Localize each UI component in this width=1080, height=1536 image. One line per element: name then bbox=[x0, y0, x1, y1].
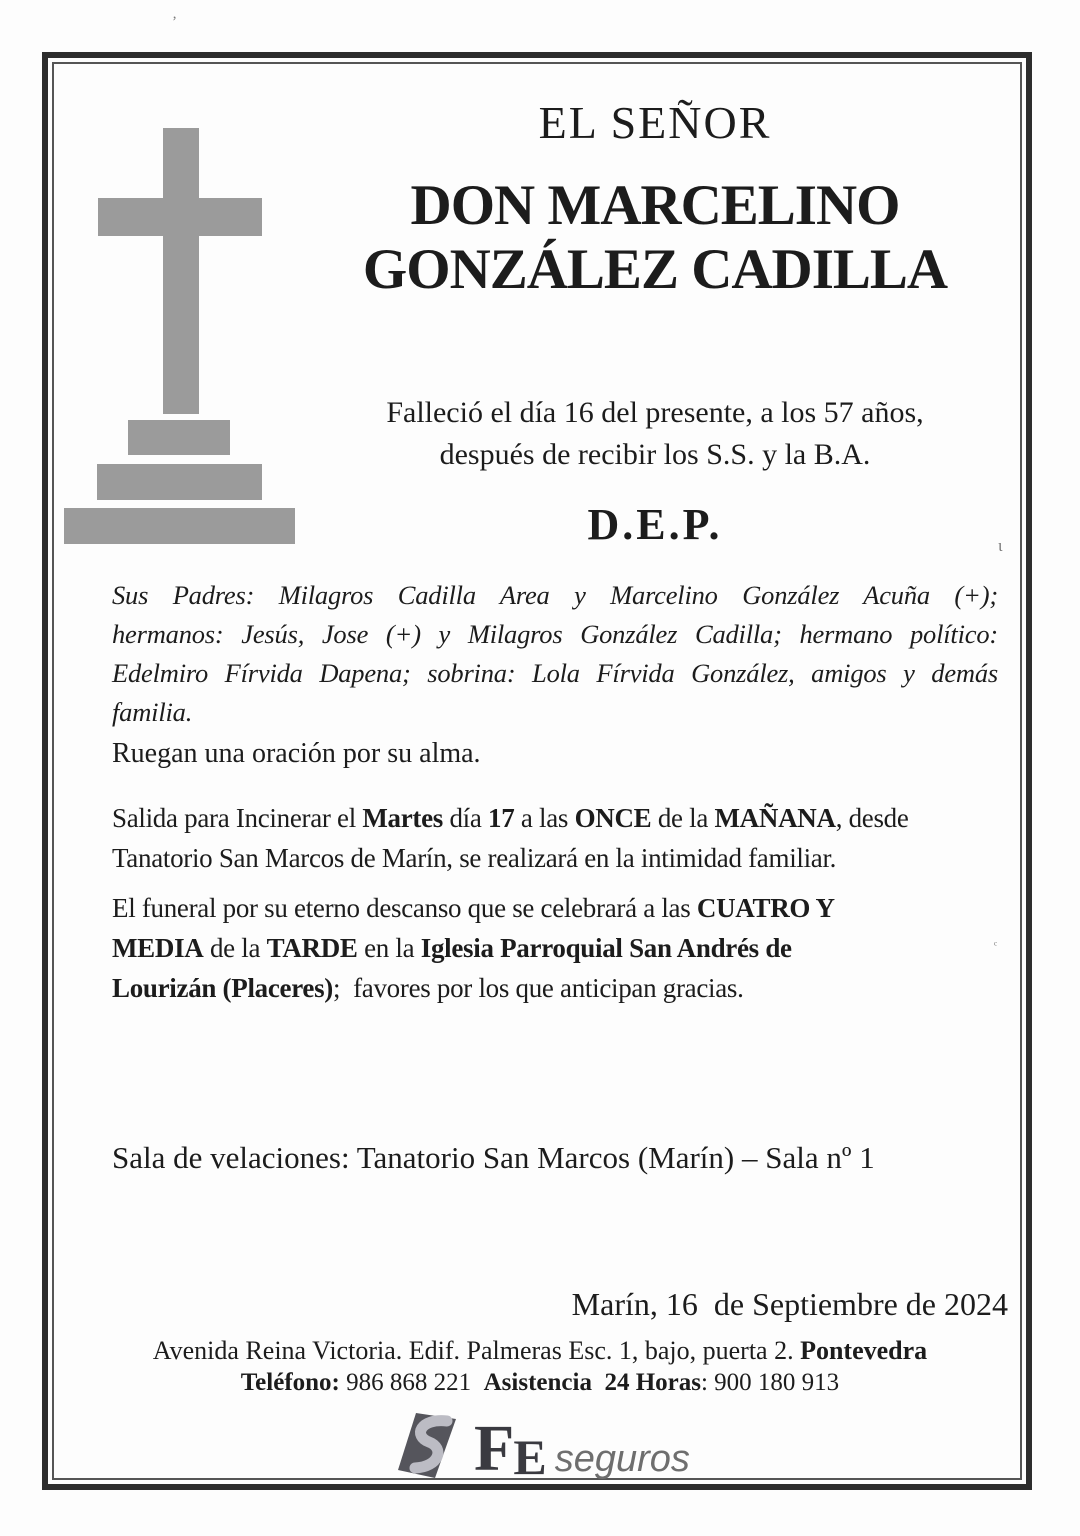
cross-base-step-3 bbox=[64, 508, 295, 544]
address-line: Avenida Reina Victoria. Edif. Palmeras Esc. 1, bajo, puerta 2. Pontevedra bbox=[152, 1336, 928, 1365]
pretitle: EL SEÑOR bbox=[538, 97, 772, 148]
cremation-line: Tanatorio San Marcos de Marín, se realizará en la intimidad familiar. bbox=[112, 843, 837, 873]
logo-suffix: seguros bbox=[554, 1438, 690, 1480]
funeral-line: Lourizán (Placeres); favores por los que anticipan gracias. bbox=[112, 973, 744, 1003]
cremation-paragraph bbox=[112, 798, 1012, 878]
cross-vertical-bar bbox=[163, 128, 199, 414]
death-statement-line1: Falleció el día 16 del presente, a los 57 años, bbox=[386, 396, 924, 429]
family-line: Sus Padres: Milagros Cadilla Area y Marcelino González Acuña (+); bbox=[112, 580, 998, 610]
phone-line: Teléfono: 986 868 221 Asistencia 24 Horas: 900 180 913 bbox=[240, 1369, 840, 1396]
logo-letter-f: F bbox=[474, 1412, 514, 1485]
cremation-line: Salida para Incinerar el Martes día 17 a las ONCE de la MAÑANA, desde bbox=[112, 803, 909, 833]
family-line: Edelmiro Fírvida Dapena; sobrina: Lola Fírvida González, amigos y demás bbox=[112, 658, 998, 688]
deceased-name-line1: DON MARCELINO bbox=[410, 174, 900, 237]
dep-abbreviation: D.E.P. bbox=[587, 500, 723, 549]
deceased-name bbox=[280, 174, 1030, 302]
deceased-name-line2: GONZÁLEZ CADILLA bbox=[362, 238, 948, 301]
fe-seguros-s-ribbon-icon bbox=[390, 1412, 464, 1480]
death-statement bbox=[295, 392, 1015, 476]
funeral-line: MEDIA de la TARDE en la Iglesia Parroquial San Andrés de bbox=[112, 933, 792, 963]
scan-artifact: ᶜ bbox=[994, 938, 998, 952]
place-date-line: Marín, 16 de Septiembre de 2024 bbox=[571, 1286, 1008, 1322]
cross-horizontal-arm bbox=[98, 198, 262, 236]
funeral-paragraph bbox=[112, 888, 1012, 1008]
scan-artifact: ’ bbox=[172, 14, 177, 30]
funeral-line: El funeral por su eterno descanso que se celebrará a las CUATRO Y bbox=[112, 893, 835, 923]
scan-artifact: ι bbox=[998, 536, 1003, 555]
family-line: hermanos: Jesús, Jose (+) y Milagros González Cadilla; hermano político: bbox=[112, 619, 998, 649]
family-paragraph bbox=[112, 576, 998, 732]
fe-seguros-logo bbox=[0, 1406, 1080, 1485]
cross-base-step-2 bbox=[97, 464, 262, 500]
wake-room-line: Sala de velaciones: Tanatorio San Marcos (Marín) – Sala nº 1 bbox=[112, 1140, 875, 1175]
death-statement-line2: después de recibir los S.S. y la B.A. bbox=[439, 438, 871, 471]
family-line: familia. bbox=[112, 697, 193, 727]
logo-letter-e: E bbox=[513, 1429, 546, 1485]
prayer-line: Ruegan una oración por su alma. bbox=[112, 738, 481, 769]
cross-base-step-1 bbox=[128, 420, 230, 455]
